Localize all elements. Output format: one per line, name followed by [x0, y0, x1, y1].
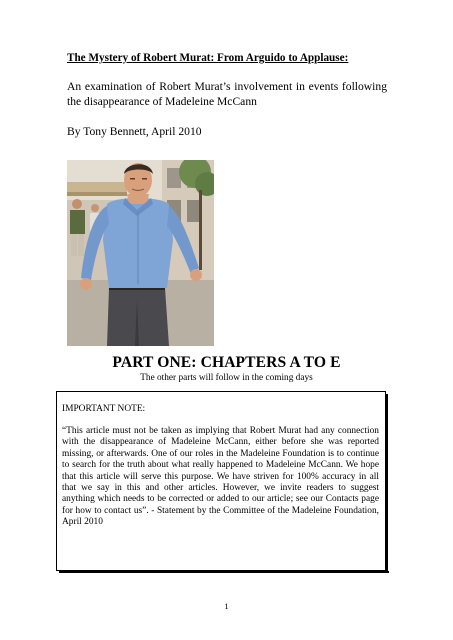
part-heading: PART ONE: CHAPTERS A TO E [112, 354, 341, 371]
author-byline: By Tony Bennett, April 2010 [67, 125, 202, 138]
note-label: IMPORTANT NOTE: [62, 404, 146, 414]
note-box-shadow-bottom [59, 571, 389, 573]
note-box-shadow-right [386, 394, 388, 572]
page-number: 1 [224, 601, 229, 611]
part-subheading: The other parts will follow in the coming days [140, 373, 313, 383]
photo-man-walking [67, 160, 214, 346]
note-text: “This article must not be taken as implying that Robert Murat had any connection with the disappearance of Madeleine McCann, either before she was reported missing, or afterwards. One of our roles in the Madeleine Foundation is to continue to search for the truth about what really happened to Madeleine McCann. We hope that this article will serve this purpose. We have striven for 100% accuracy in all that we say in this and other articles. However, we invite readers to suggest anything which needs to be corrected or added to our article; see our Contacts page for how to contact us”. - Statement by the Committee of the Madeleine Foundation, April 2010 [62, 426, 379, 528]
important-note-box [56, 391, 386, 570]
document-title: The Mystery of Robert Murat: From Arguido to Applause: [67, 52, 349, 64]
document-subtitle: An examination of Robert Murat’s involvement in events following the disappearance of Madeleine McCann [67, 80, 387, 108]
